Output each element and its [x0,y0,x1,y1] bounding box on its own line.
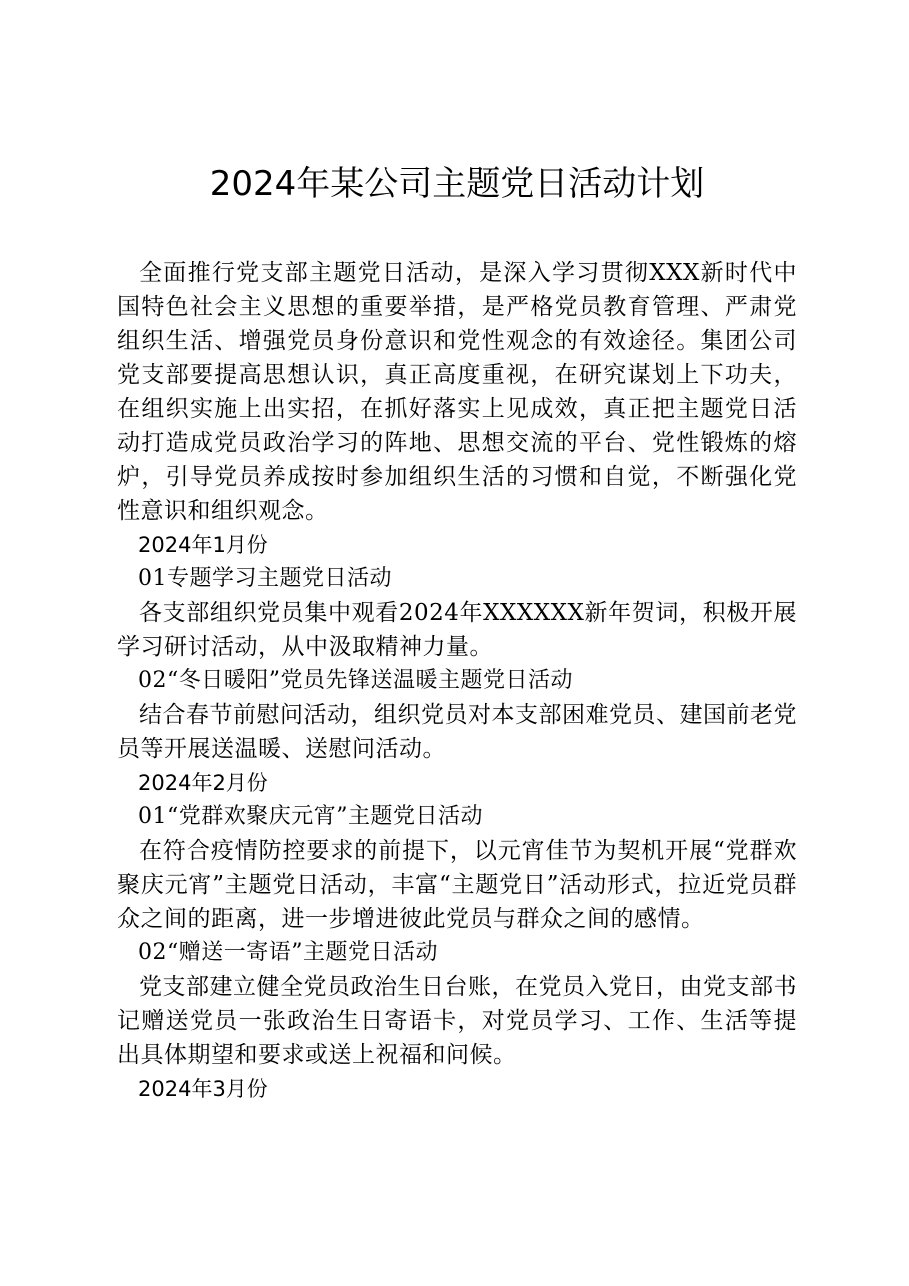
activity-title: 01专题学习主题党日活动 [138,566,392,591]
activity-title: 02“赠送一寄语”主题党日活动 [138,940,438,965]
month-heading: 2024年1月份 [138,533,268,557]
activity-body: 党支部建立健全党员政治生日台账，在党员入党日，由党支部书记赠送党员一张政治生日寄语卡，对党员学习、工作、生活等提出具体期望和要求或送上祝福和问候。 [117,974,797,1068]
intro-paragraph: 全面推行党支部主题党日活动，是深入学习贯彻XXX新时代中国特色社会主义思想的重要举措，是严格党员教育管理、严肃党组织生活、增强党员身份意识和党性观念的有效途径。集团公司党支部要提高思想认识，真正高度重视，在研究谋划上下功夫，在组织实施上出实招，在抓好落实上见成效，真正把主题党日活动打造成党员政治学习的阵地、思想交流的平台、党性锻炼的熔炉，引导党员养成按时参加组织生活的习惯和自觉，不断强化党性意识和组织观念。 [117,260,797,524]
document-title: 2024年某公司主题党日活动计划 [209,164,705,204]
document-page [117,158,797,1106]
month-heading: 2024年2月份 [138,771,268,795]
activity-body: 各支部组织党员集中观看2024年XXXXXX新年贺词，积极开展学习研讨活动，从中汲取精神力量。 [117,600,797,660]
activity-title: 02“冬日暖阳”党员先锋送温暖主题党日活动 [138,668,573,693]
activity-body: 结合春节前慰问活动，组织党员对本支部困难党员、建国前老党员等开展送温暖、送慰问活动。 [117,702,797,762]
activity-body: 在符合疫情防控要求的前提下，以元宵佳节为契机开展“党群欢聚庆元宵”主题党日活动，丰富“主题党日”活动形式，拉近党员群众之间的距离，进一步增进彼此党员与群众之间的感情。 [117,838,797,932]
month-heading: 2024年3月份 [138,1077,268,1101]
activity-title: 01“党群欢聚庆元宵”主题党日活动 [138,804,483,829]
